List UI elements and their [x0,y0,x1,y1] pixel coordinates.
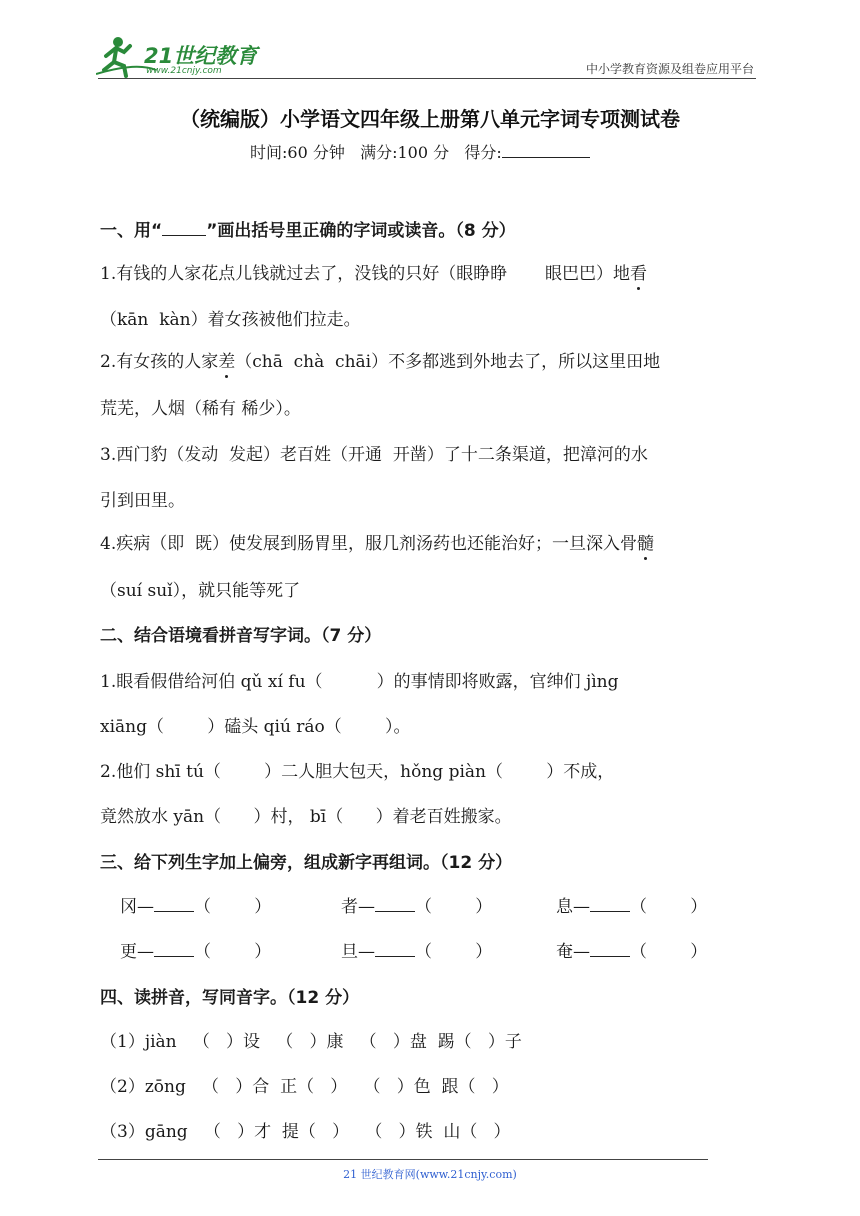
exam-info [250,140,590,163]
answer-blank[interactable] [590,942,630,957]
footer-text[interactable]: 21 世纪教育网(www.21cnjy.com) [343,1168,517,1181]
s2-line-1: 1.眼看假借给河伯 qǔ xí fu（ ）的事情即将败露，官绅们 jìng [100,672,619,692]
s1-line-5: 3.西门豹（发动 发起）老百姓（开通 开凿）了十二条渠道，把漳河的水 [100,445,648,465]
underline-sample [162,221,206,236]
s1-line-1: 1.有钱的人家花点儿钱就过去了，没钱的只好（眼睁睁 眼巴巴）地看 [100,264,648,284]
answer-blank[interactable] [375,942,415,957]
page-header [0,0,860,90]
footer-divider [98,1159,708,1160]
platform-name: 中小学教育资源及组卷应用平台 [585,62,754,76]
section-4-heading: 四、读拼音，写同音字。（12 分） [100,988,360,1008]
radical-item: 更— （ ） [120,942,272,962]
dotted-char: 看 [630,264,648,284]
s4-line-3: （3）gāng （ ）才 提（ ） （ ）铁 山（ ） [100,1122,511,1142]
s1-line-8: （suí suǐ），就只能等死了 [100,581,301,601]
answer-blank[interactable] [154,942,194,957]
section-3-heading: 三、给下列生字加上偏旁，组成新字再组词。（12 分） [100,853,513,873]
section-1-heading: 一、用“ ”画出括号里正确的字词或读音。（8 分） [100,221,516,241]
logo-url: www.21cnjy.com [146,66,222,76]
s2-line-2: xiāng（ ）磕头 qiú ráo（ ）。 [100,717,411,737]
radical-item: 冈— （ ） [120,897,272,917]
s2-line-4: 竟然放水 yān（ ）村， bī（ ）着老百姓搬家。 [100,807,512,827]
answer-blank[interactable] [375,897,415,912]
full-score: 满分:100 分 [360,143,450,162]
radical-item: 旦— （ ） [341,942,493,962]
radical-item: 者— （ ） [341,897,493,917]
dotted-char: 髓 [637,534,655,554]
answer-blank[interactable] [590,897,630,912]
section-2-heading: 二、结合语境看拼音写字词。（7 分） [100,626,382,646]
s4-line-1: （1）jiàn （ ）设 （ ）康 （ ）盘 踢（ ）子 [100,1032,522,1052]
page-title: （统编版）小学语文四年级上册第八单元字词专项测试卷 [180,107,680,131]
score-label: 得分: [464,143,502,162]
s2-line-3: 2.他们 shī tú（ ）二人胆大包天，hǒng piàn（ ）不成， [100,762,615,782]
s1-line-2: （kān kàn）着女孩被他们拉走。 [100,310,361,330]
time-limit: 时间:60 分钟 [250,143,345,162]
radical-item: 息— （ ） [556,897,708,917]
answer-blank[interactable] [154,897,194,912]
s1-line-3: 2.有女孩的人家差（chā chà chāi）不多都逃到外地去了，所以这里田地 [100,352,661,372]
radical-item: 奄— （ ） [556,942,708,962]
header-divider [98,78,756,79]
s4-line-2: （2）zōng （ ）合 正（ ） （ ）色 跟（ ） [100,1077,509,1097]
dotted-char: 差 [218,352,236,372]
s1-line-7: 4.疾病（即 既）使发展到肠胃里，服几剂汤药也还能治好；一旦深入骨髓 [100,534,655,554]
score-blank[interactable] [502,143,590,158]
logo-text: 21世纪教育 [144,44,258,68]
s1-line-6: 引到田里。 [100,491,185,511]
s1-line-4: 荒芜，人烟（稀有 稀少）。 [100,399,301,419]
